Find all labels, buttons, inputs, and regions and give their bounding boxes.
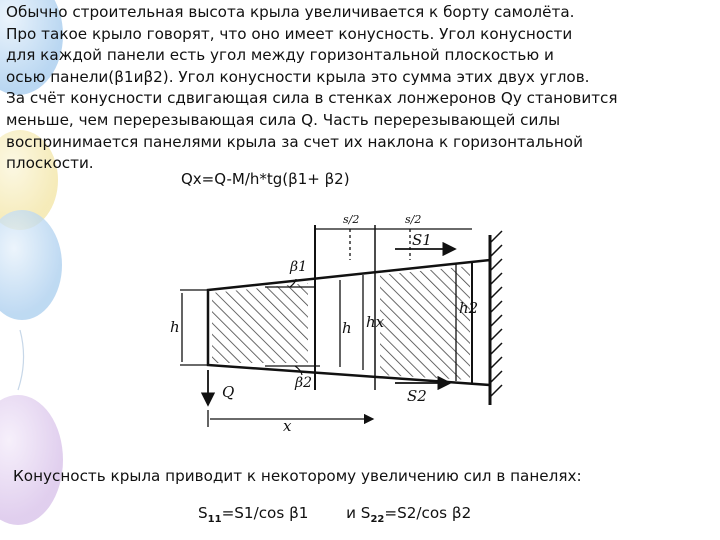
dim-s-half-left: s/2 bbox=[343, 213, 360, 226]
paragraph-line: Про такое крыло говорят, что оно имеет конусность. Угол конусности bbox=[6, 24, 573, 43]
paragraph-line: для каждой панели есть угол между горизонтальной плоскостью и bbox=[6, 46, 554, 65]
label-x: x bbox=[283, 417, 292, 435]
paragraph-line: плоскости. bbox=[6, 154, 94, 173]
label-beta2: β2 bbox=[295, 375, 313, 391]
label-h2: h2 bbox=[459, 299, 479, 317]
caption-text: Конусность крыла приводит к некоторому увеличению сил в панелях: bbox=[13, 467, 582, 485]
eq-s11-prefix: S bbox=[198, 504, 208, 522]
label-q: Q bbox=[222, 383, 235, 401]
intro-paragraph bbox=[6, 2, 718, 175]
label-hx: hx bbox=[366, 313, 385, 331]
paragraph-line: меньше, чем перерезывающая сила Q. Часть перерезывающей силы bbox=[6, 110, 561, 129]
eq-conjunction: и S bbox=[346, 504, 371, 522]
label-h-left: h bbox=[170, 318, 180, 336]
eq-s11-subscript: 11 bbox=[207, 514, 222, 525]
paragraph-line: За счёт конусности сдвигающая сила в стенках лонжеронов Qy становится bbox=[6, 89, 618, 108]
eq-s11-rest: =S1/cos β1 bbox=[221, 504, 309, 522]
paragraph-line: воспринимается панелями крыла за счет их наклона к горизонтальной bbox=[6, 132, 583, 151]
dim-s-half-right: s/2 bbox=[405, 213, 422, 226]
wall-hatching bbox=[490, 231, 502, 397]
wing-taper-diagram bbox=[150, 205, 530, 440]
panel-force-equations bbox=[198, 504, 471, 525]
balloon-purple-bottom bbox=[0, 395, 63, 525]
eq-s22-subscript: 22 bbox=[370, 514, 385, 525]
label-beta1: β1 bbox=[290, 259, 308, 275]
paragraph-line: Обычно строительная высота крыла увеличивается к борту самолёта. bbox=[6, 3, 575, 21]
shear-force-formula: Qx=Q-M/h*tg(β1+ β2) bbox=[181, 170, 350, 188]
balloon-blue-mid bbox=[0, 210, 62, 320]
label-h-mid: h bbox=[342, 319, 352, 337]
hatched-web-left bbox=[212, 283, 308, 363]
paragraph-line: осью панели(β1иβ2). Угол конусности крыла это сумма этих двух углов. bbox=[6, 67, 590, 86]
label-s2: S2 bbox=[407, 387, 427, 405]
label-s1: S1 bbox=[412, 231, 432, 249]
eq-s22-rest: =S2/cos β2 bbox=[384, 504, 472, 522]
